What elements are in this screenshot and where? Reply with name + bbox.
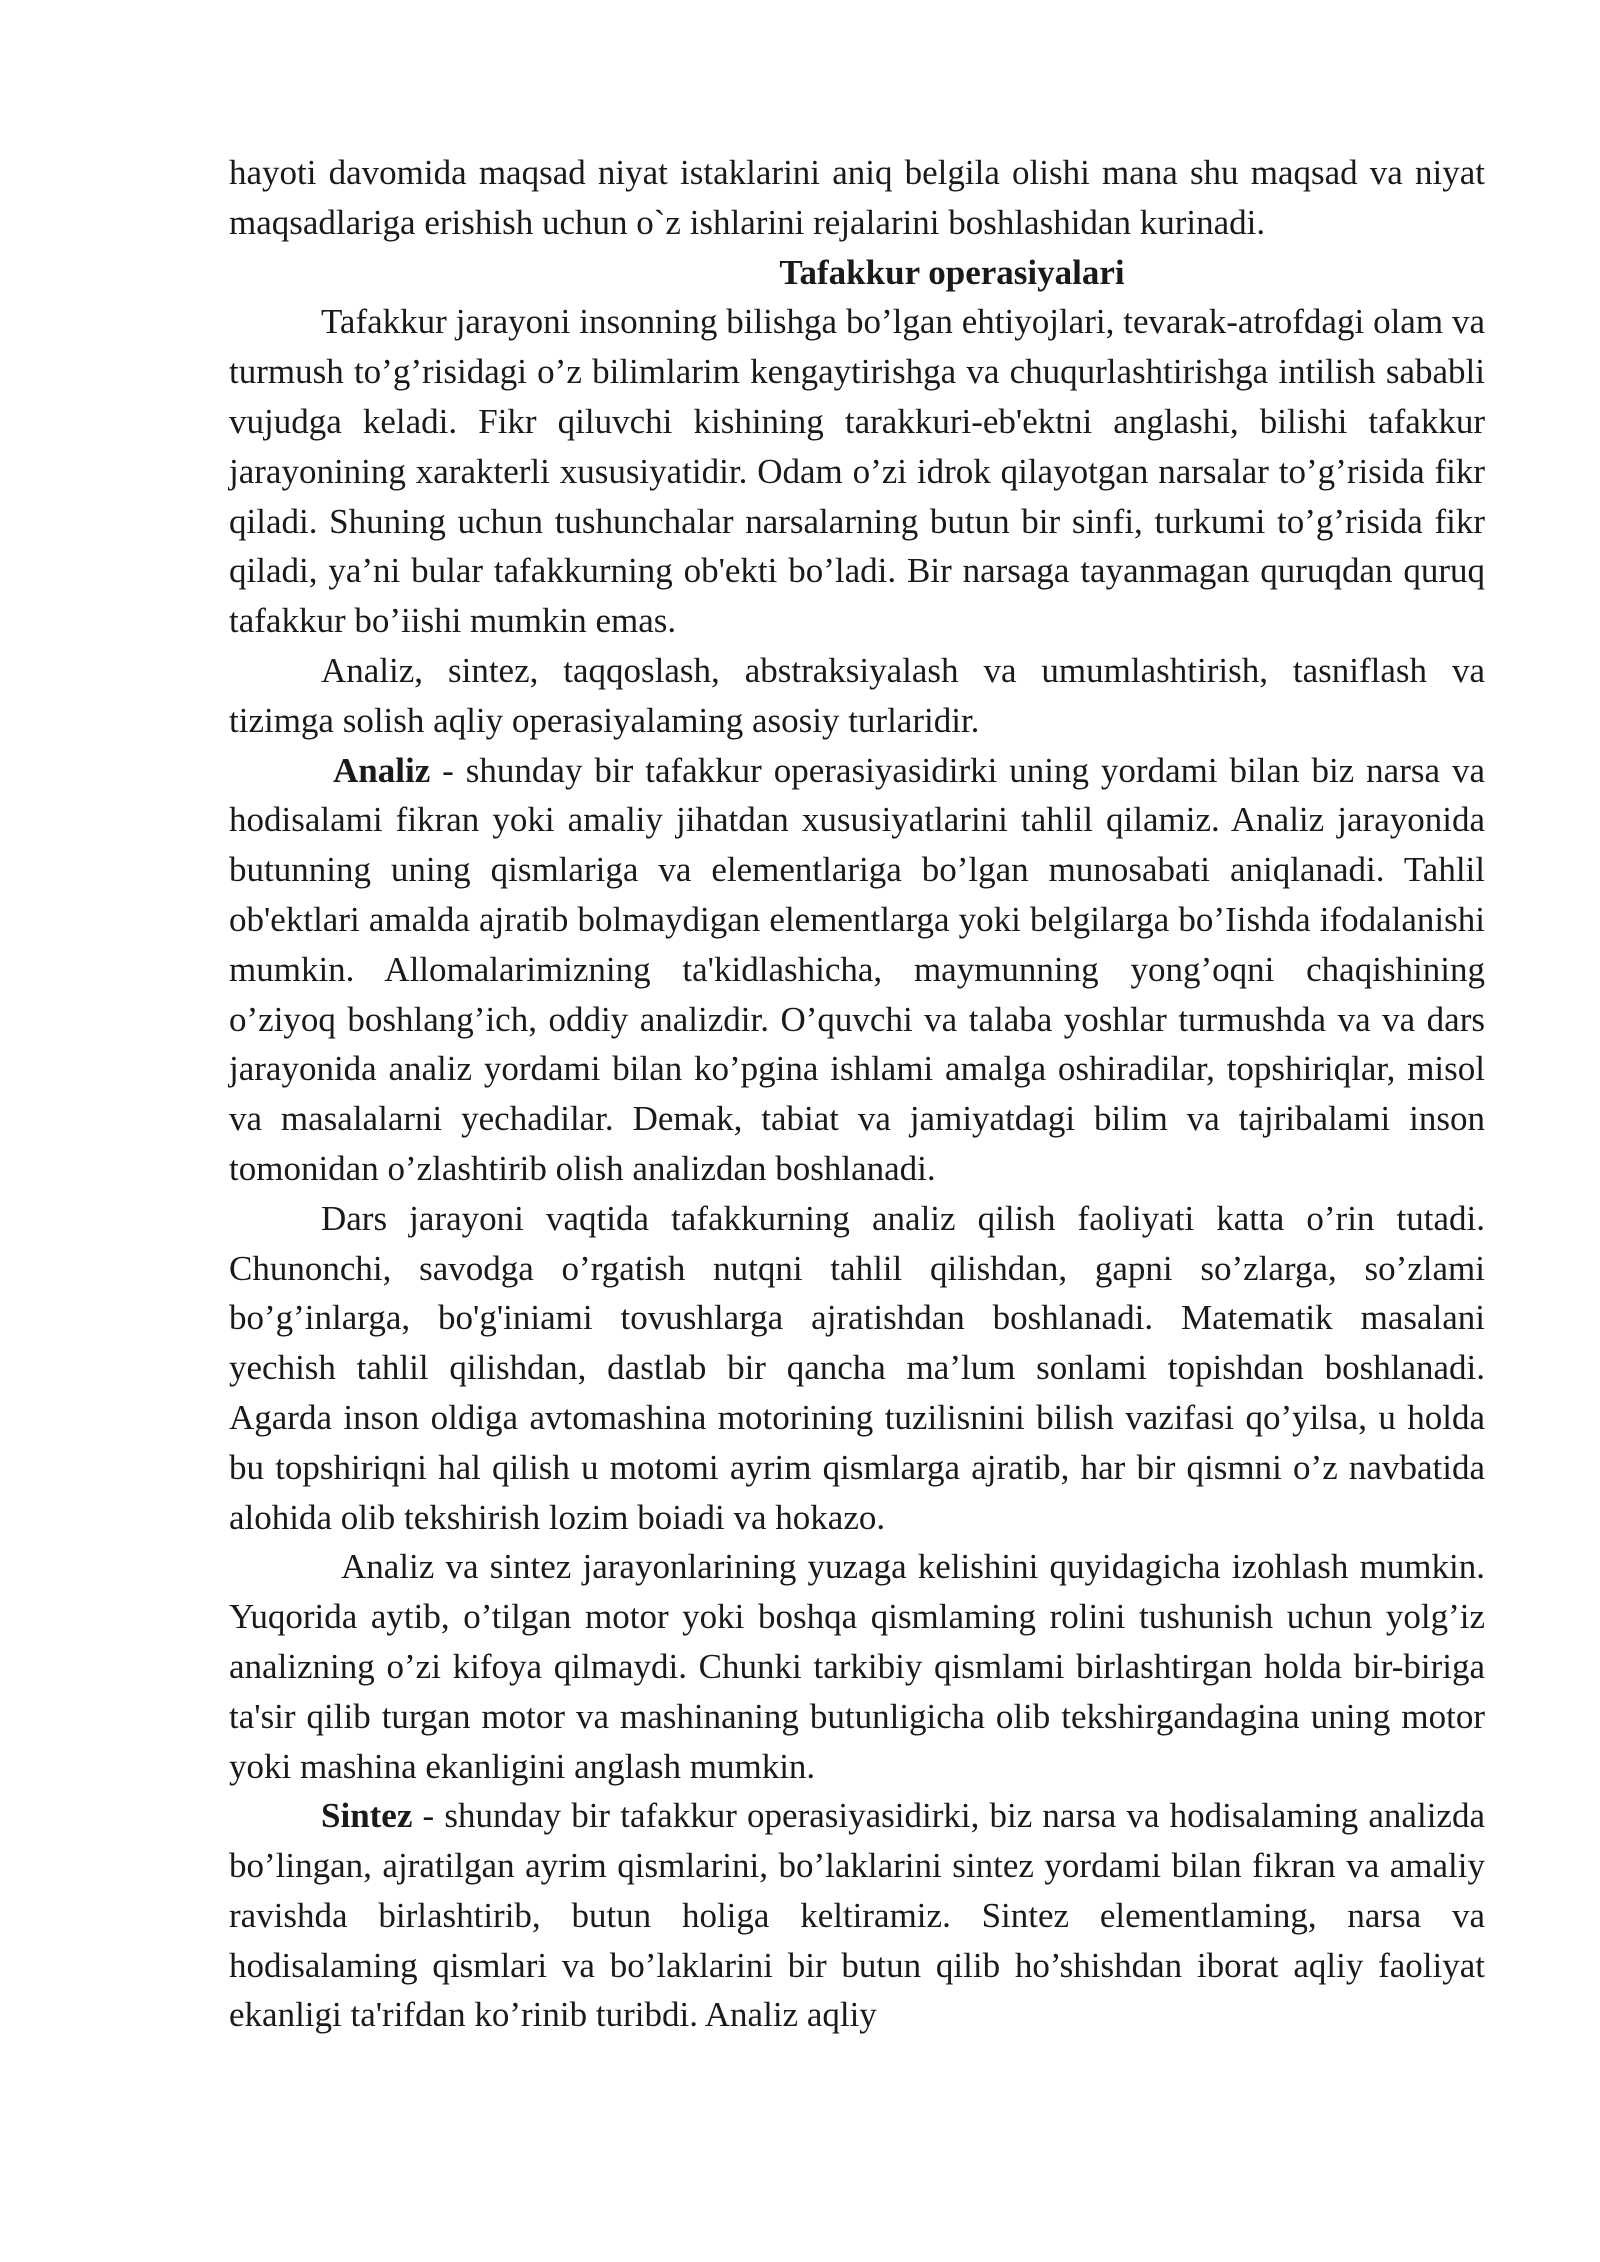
paragraph-thinking-process: Tafakkur jarayoni insonning bilishga bo’lgan ehtiyojlari, tevarak-atrofdagi olam va turmush to’g’risidagi o’z bilimlarim kengaytirishga va chuqurlashtirishga intilish sababli vujudga keladi. Fikr qiluvchi kishining tarakkuri-eb'ektni anglashi, bilishi tafakkur jarayonining xarakterli xususiyatidir. Odam o’zi idrok qilayotgan narsalar to’g’risida fikr qiladi. Shuning uchun tushunchalar narsalarning butun bir sinfi, turkumi to’g’risida fikr qiladi, ya’ni bular tafakkurning ob'ekti bo’ladi. Bir narsaga tayanmagan quruqdan quruq tafakkur bo’iishi mumkin emas. xyxy=(229,302,1485,641)
analiz-definition: - shunday bir tafakkur operasiyasidirki uning yordami bilan biz narsa va hodisalami fikran yoki amaliy jihatdan xususiyatlarini tahlil qilamiz. Analiz jarayonida butunning uning qismlariga va elementlariga bo’lgan munosabati aniqlanadi. Tahlil ob'ektlari amalda ajratib bolmaydigan elementlarga yoki belgilarga bo’Iishda ifodalanishi mumkin. Allomalarimizning ta'kidlashicha, maymunning yong’oqni chaqishining o’ziyoq boshlang’ich, oddiy analizdir. O’quvchi va talaba yoshlar turmushda va va dars jarayonida analiz yordami bilan ko’pgina ishlami amalga oshiradilar, topshiriqlar, misol va masalalarni yechadilar. Demak, tabiat va jamiyatdagi bilim va tajribalami inson tomonidan o’zlashtirib olish analizdan boshlanadi. xyxy=(229,750,1485,1188)
section-heading: Tafakkur operasiyalari xyxy=(779,252,1125,292)
paragraph-lesson-analysis: Dars jarayoni vaqtida tafakkurning analiz qilish faoliyati katta o’rin tutadi. Chunonchi, savodga o’rgatish nutqni tahlil qilishdan, gapni so’zlarga, so’zlami bo’g’inlarga, bo'g'iniami tovushlarga ajratishdan boshlanadi. Matematik masalani yechish tahlil qilishdan, dastlab bir qancha ma’lum sonlami topishdan boshlanadi. Agarda inson oldiga avtomashina motorining tuzilisnini bilish vazifasi qo’yilsa, u holda bu topshiriqni hal qilish u motomi ayrim qismlarga ajratib, har bir qismni o’z navbatida alohida olib tekshirish lozim boiadi va hokazo. xyxy=(229,1198,1485,1537)
paragraph-analysis-synthesis: Analiz va sintez jarayonlarining yuzaga kelishini quyidagicha izohlash mumkin. Yuqorida aytib, o’tilgan motor yoki boshqa qismlaming rolini tushunish uchun yolg’iz analizning o’zi kifoya qilmaydi. Chunki tarkibiy qismlami birlashtirgan holda bir-biriga ta'sir qilib turgan motor va mashinaning butunligicha olib tekshirgandagina uning motor yoki mashina ekanligini anglash mumkin. xyxy=(229,1547,1485,1786)
sintez-term: Sintez xyxy=(321,1796,413,1836)
analiz-term: Analiz xyxy=(333,750,431,790)
paragraph-operations-list: Analiz, sintez, taqqoslash, abstraksiyalash va umumlashtirish, tasniflash va tizimga solish aqliy operasiyalaming asosiy turlaridir. xyxy=(229,650,1485,740)
sintez-definition: - shunday bir tafakkur operasiyasidirki, biz narsa va hodisalaming analizda bo’lingan, ajratilgan ayrim qismlarini, bo’laklarini sintez yordami bilan fikran va amaliy ravishda birlashtirib, butun holiga keltiramiz. Sintez elementlaming, narsa va hodisalaming qismlari va bo’laklarini bir butun qilib ho’shishdan iborat aqliy faoliyat ekanligi ta'rifdan ko’rinib turibdi. Analiz aqliy xyxy=(229,1796,1485,2035)
paragraph-analiz xyxy=(229,746,1485,1194)
intro-paragraph: hayoti davomida maqsad niyat istaklarini aniq belgila olishi mana shu maqsad va niyat maqsadlariga erishish uchun o`z ishlarini rejalarini boshlashidan kurinadi. xyxy=(229,153,1485,242)
paragraph-sintez xyxy=(229,1791,1485,2040)
document-page xyxy=(229,148,1485,2040)
